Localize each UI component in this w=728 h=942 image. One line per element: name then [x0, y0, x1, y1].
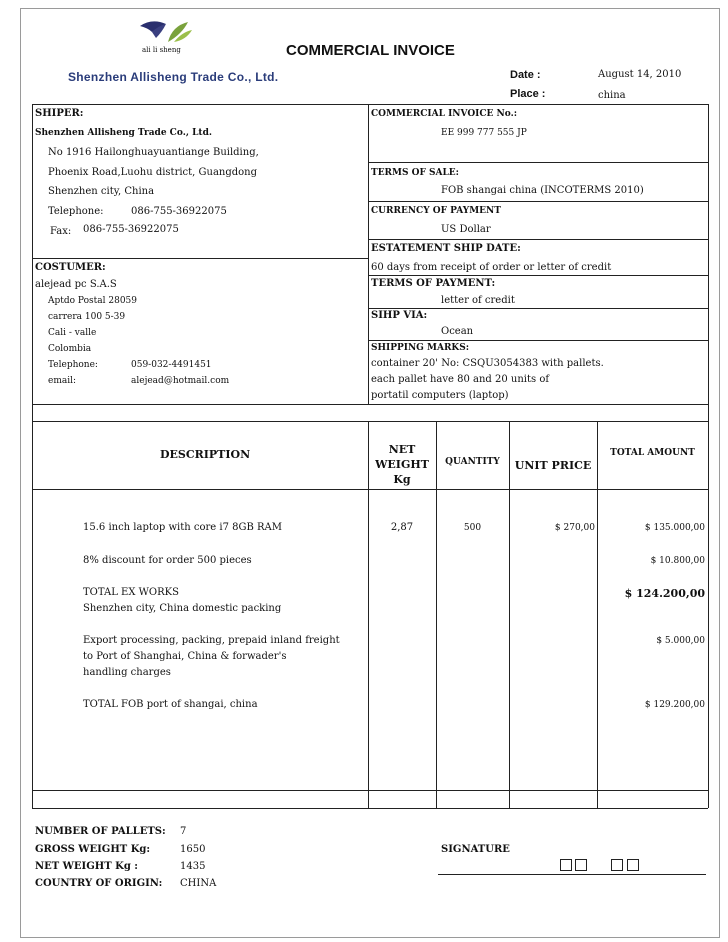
customer-name: alejead pc S.A.S [35, 279, 117, 290]
grid-line [368, 340, 708, 341]
grid-line [708, 104, 709, 808]
terms-of-sale: FOB shangai china (INCOTERMS 2010) [441, 185, 644, 196]
fob-total-label: TOTAL FOB port of shangai, china [83, 699, 258, 710]
shipper-fax-label: Fax: [50, 226, 72, 237]
signature-mark [560, 859, 572, 871]
signature-mark [611, 859, 623, 871]
gross-weight-label: GROSS WEIGHT Kg: [35, 844, 151, 855]
item-unit-price: $ 270,00 [554, 523, 595, 533]
item-quantity: 500 [463, 523, 482, 533]
customer-address-1: Aptdo Postal 28059 [48, 296, 137, 306]
grid-line [32, 790, 708, 791]
customer-address-2: carrera 100 5-39 [48, 312, 126, 322]
customer-email: alejead@hotmail.com [131, 376, 230, 386]
shipper-fax: 086-755-36922075 [83, 224, 179, 235]
shipper-address-2: Phoenix Road,Luohu district, Guangdong [48, 167, 258, 178]
logo-text: ali li sheng [142, 46, 181, 54]
shipper-name: Shenzhen Allisheng Trade Co., Ltd. [35, 128, 213, 138]
signature-mark [627, 859, 639, 871]
ship-via: Ocean [441, 326, 474, 337]
pallets-label: NUMBER OF PALLETS: [35, 826, 166, 837]
place-label: Place : [510, 88, 546, 100]
col-header-net-weight-2: WEIGHT [375, 458, 429, 471]
shipping-marks-line-1: container 20' No: CSQU3054383 with pallets. [371, 358, 604, 369]
country-origin-value: CHINA [180, 878, 217, 889]
pallets-value: 7 [180, 826, 187, 837]
item-net-weight: 2,87 [390, 522, 414, 533]
export-processing-line-3: handling charges [83, 667, 171, 678]
grid-line [32, 421, 708, 422]
date-value: August 14, 2010 [598, 69, 682, 80]
grid-line [32, 404, 708, 405]
col-header-net-weight-1: NET [388, 443, 416, 456]
shipping-marks-line-2: each pallet have 80 and 20 units of [371, 374, 550, 385]
grid-line [368, 104, 369, 404]
payment: letter of credit [441, 295, 515, 306]
grid-line [509, 421, 510, 808]
shipper-telephone: 086-755-36922075 [131, 206, 227, 217]
country-origin-label: COUNTRY OF ORIGIN: [35, 878, 163, 889]
col-header-total-amount: TOTAL AMOUNT [610, 448, 695, 458]
ex-works-total: $ 124.200,00 [624, 587, 705, 600]
place-value: china [598, 90, 626, 101]
shipper-heading: SHIPER: [35, 108, 84, 119]
grid-line [32, 489, 708, 490]
customer-email-label: email: [48, 376, 77, 386]
ship-date: 60 days from receipt of order or letter of credit [371, 262, 612, 273]
signature-label: SIGNATURE [441, 844, 510, 855]
currency: US Dollar [441, 224, 491, 235]
grid-line [597, 421, 598, 808]
grid-line [368, 308, 708, 309]
company-name: Shenzhen Allisheng Trade Co., Ltd. [68, 70, 279, 84]
shipper-address-3: Shenzhen city, China [48, 186, 155, 197]
fob-total: $ 129.200,00 [644, 700, 705, 710]
grid-line [32, 258, 368, 259]
invoice-no: EE 999 777 555 JP [441, 128, 527, 138]
grid-line [32, 104, 708, 105]
discount-total: $ 10.800,00 [650, 556, 705, 566]
customer-address-3: Cali - valle [48, 328, 97, 338]
item-description: 15.6 inch laptop with core i7 8GB RAM [83, 522, 282, 533]
export-processing-line-1: Export processing, packing, prepaid inland freight [83, 635, 340, 646]
customer-address-4: Colombia [48, 344, 92, 354]
net-weight-label: NET WEIGHT Kg : [35, 861, 138, 872]
ship-via-label: SIHP VIA: [371, 310, 428, 321]
customer-telephone-label: Telephone: [48, 360, 98, 370]
grid-line [32, 104, 33, 808]
col-header-quantity: QUANTITY [445, 457, 500, 467]
date-label: Date : [510, 69, 541, 81]
customer-telephone: 059-032-4491451 [131, 360, 212, 370]
grid-line [368, 201, 708, 202]
invoice-no-label: COMMERCIAL INVOICE No.: [371, 109, 518, 119]
signature-line [438, 874, 706, 875]
col-header-net-weight-3: Kg [393, 473, 411, 486]
grid-line [368, 275, 708, 276]
item-total: $ 135.000,00 [644, 523, 705, 533]
export-processing-total: $ 5.000,00 [656, 636, 705, 646]
customer-heading: COSTUMER: [35, 262, 106, 273]
grid-line [368, 239, 708, 240]
shipping-marks-label: SHIPPING MARKS: [371, 343, 470, 353]
terms-of-sale-label: TERMS OF SALE: [371, 168, 459, 178]
signature-mark [575, 859, 587, 871]
col-header-description: DESCRIPTION [160, 448, 251, 461]
shipper-address-1: No 1916 Hailonghuayuantiange Building, [48, 147, 259, 158]
grid-line [368, 162, 708, 163]
shipper-telephone-label: Telephone: [48, 206, 104, 217]
ex-works-detail: Shenzhen city, China domestic packing [83, 603, 282, 614]
gross-weight-value: 1650 [180, 844, 206, 855]
col-header-unit-price: UNIT PRICE [514, 459, 592, 472]
currency-label: CURRENCY OF PAYMENT [371, 206, 501, 216]
ship-date-label: ESTATEMENT SHIP DATE: [371, 243, 521, 254]
grid-line [436, 421, 437, 808]
shipping-marks-line-3: portatil computers (laptop) [371, 390, 509, 401]
net-weight-value: 1435 [180, 861, 206, 872]
export-processing-line-2: to Port of Shanghai, China & forwader's [83, 651, 287, 662]
grid-line [32, 808, 708, 809]
page-title: COMMERCIAL INVOICE [286, 42, 455, 59]
discount-description: 8% discount for order 500 pieces [83, 555, 252, 566]
payment-label: TERMS OF PAYMENT: [371, 278, 496, 289]
ex-works-label: TOTAL EX WORKS [83, 587, 179, 598]
